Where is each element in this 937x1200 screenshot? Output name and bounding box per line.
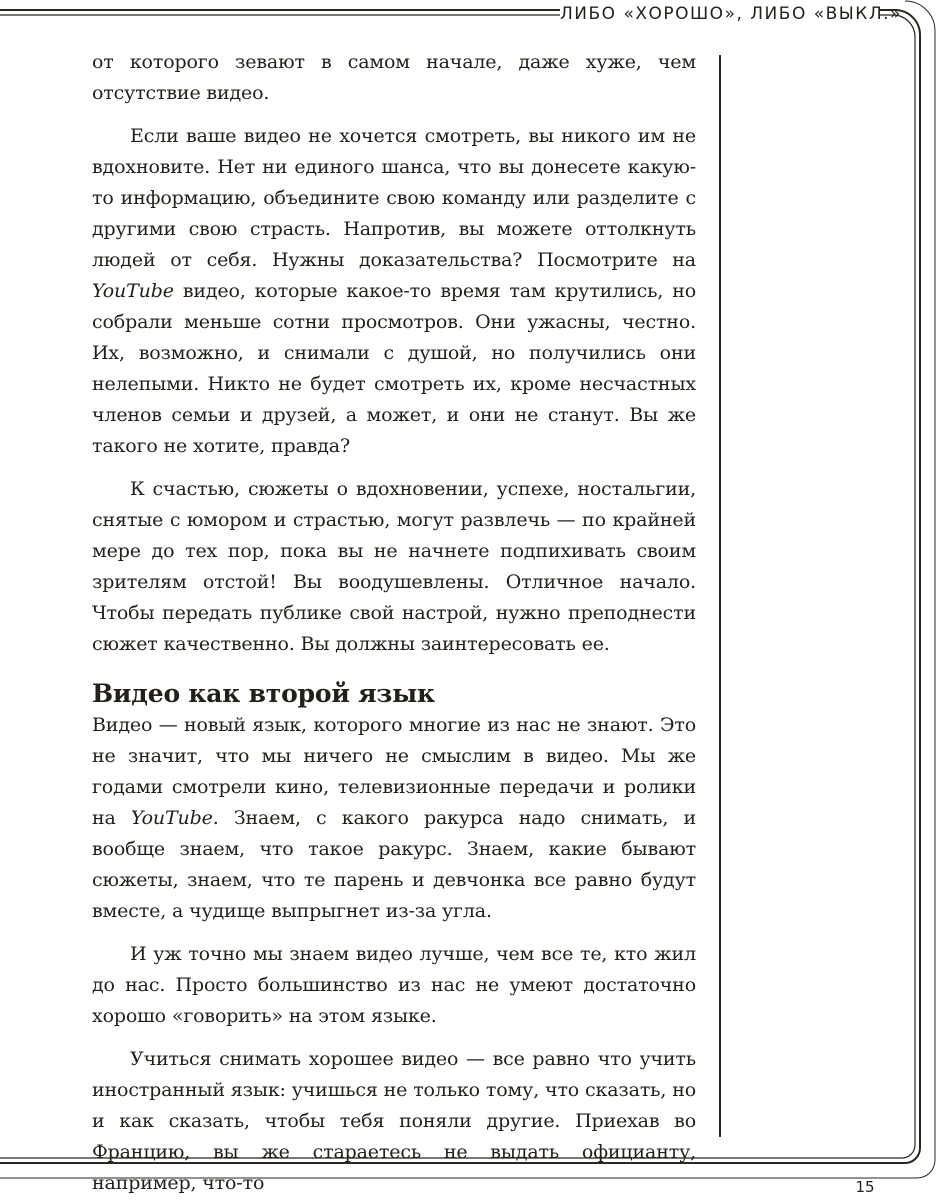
paragraph (92, 710, 696, 927)
text-column (92, 47, 696, 1199)
running-head: ЛИБО «ХОРОШО», ЛИБО «ВЫКЛ.» (560, 1, 880, 27)
paragraph: от которого зевают в самом начале, даже хуже, чем отсутствие видео. (92, 51, 696, 104)
italic-brand-name: YouTube (92, 280, 174, 302)
paragraph (92, 121, 696, 462)
page-number: 15 (855, 1178, 875, 1196)
paragraph-text: . Знаем, с какого ракурса надо снимать, и вообще знаем, что такое ракурс. Знаем, какие бывают сюжеты, знаем, что те парень и девчонка все равно будут вместе, а чудище выпрыгнет из-за угла. (92, 807, 696, 922)
paragraph: К счастью, сюжеты о вдохновении, успехе, ностальгии, снятые с юмором и страстью, могут развлечь — по крайней мере до тех пор, пока вы не начнете подпихивать своим зрителям отстой! Вы воодушевлены. Отличное начало. Чтобы передать публике свой настрой, нужно преподнести сюжет качественно. Вы должны заинтересовать ее. (92, 478, 696, 655)
italic-brand-name: YouTube (130, 807, 213, 829)
paragraph-text: Видео — новый язык, которого многие из нас не знают. Это не значит, что мы ничего не смыслим в видео. Мы же годами смотрели кино, телевизионные передачи и ролики на (92, 714, 696, 829)
section-heading: Видео как второй язык (92, 679, 435, 708)
paragraph: Учиться снимать хорошее видео — все равно что учить иностранный язык: учишься не только тому, что сказать, но и как сказать, чтобы тебя поняли другие. Приехав во Францию, вы же стараетесь не выдать официанту, например, что-то (92, 1048, 696, 1194)
paragraph: И уж точно мы знаем видео лучше, чем все те, кто жил до нас. Просто большинство из нас не умеют достаточно хорошо «говорить» на этом языке. (92, 943, 696, 1027)
paragraph-text: видео, которые какое-то время там крутились, но собрали меньше сотни просмотров. Они ужасны, честно. Их, возможно, и снимали с душой, но получились они нелепыми. Никто не будет смотреть их, кроме несчастных членов семьи и друзей, а может, и они не станут. Вы же такого не хотите, правда? (92, 280, 696, 457)
paragraph-text: Если ваше видео не хочется смотреть, вы никого им не вдохновите. Нет ни единого шанса, что вы донесете какую-то информацию, объедините свою команду или разделите с другими свою страсть. Напротив, вы можете оттолкнуть людей от себя. Нужны доказательства? Посмотрите на (92, 125, 696, 271)
